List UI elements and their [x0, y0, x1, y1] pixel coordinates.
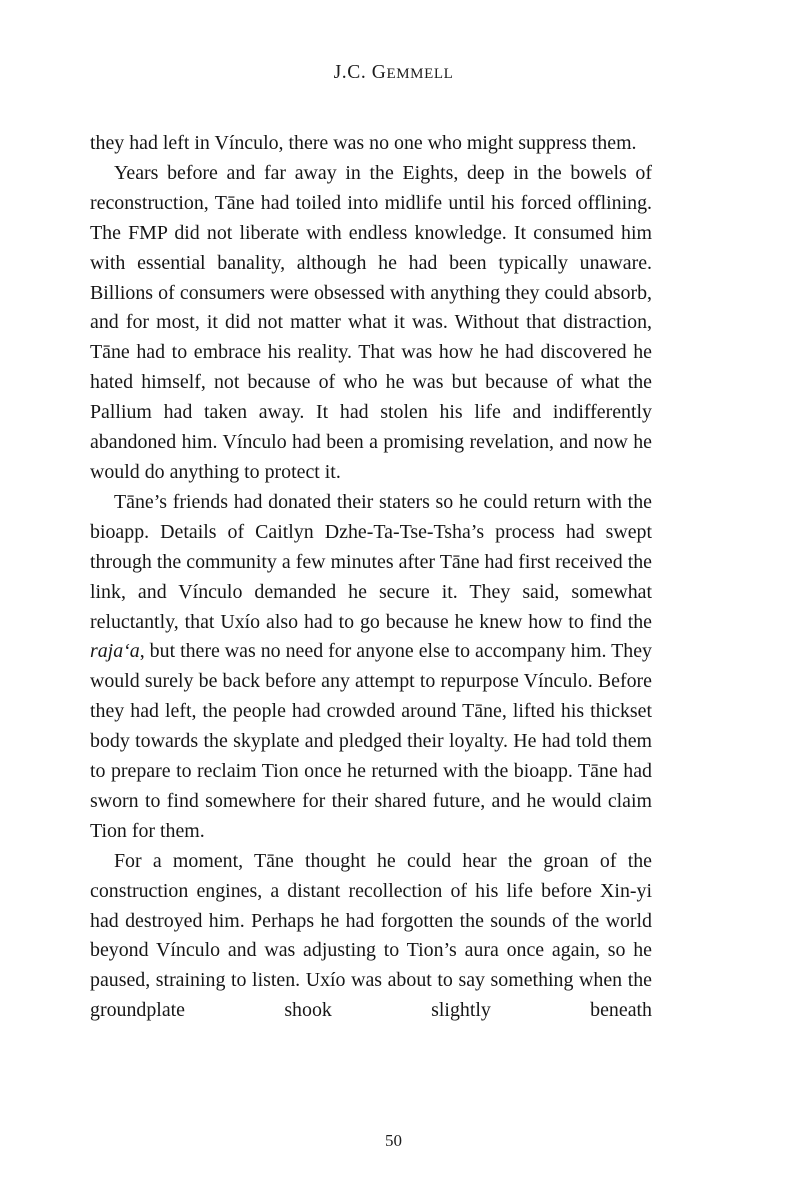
body-text: [90, 129, 652, 1026]
italic-term-rajaa: raja‘a: [90, 640, 140, 663]
paragraph-friends-text-b: , but there was no need for anyone else to accompany him. They would surely be back before any attempt to repurpose Vínculo. Before they had left, the people had crowded around Tāne, lifted his thickset body towards the skyplate and pledged their loyalty. He had told them to prepare to reclaim Tion once he returned with the bioapp. Tāne had sworn to find somewhere for their shared future, and he would claim Tion for them.: [90, 640, 652, 842]
paragraph-moment: For a moment, Tāne thought he could hear the groan of the construction engines, a distant recollection of his life before Xin-yi had destroyed him. Perhaps he had forgotten the sounds of the world beyond Vínculo and was adjusting to Tion’s aura once again, so he paused, straining to listen. Uxío was about to say something when the groundplate shook slightly beneath: [90, 849, 652, 1022]
paragraph-friends: [90, 488, 652, 847]
author-name-prefix: J.C. G: [333, 62, 387, 83]
page-number: 50: [385, 1131, 402, 1150]
paragraph-friends-text-a: Tāne’s friends had donated their staters so he could return with the bioapp. Details of Caitlyn Dzhe-Ta-Tse-Tsha’s process had swept through the community a few minutes after Tāne had first received the link, and Vínculo demanded he secure it. They said, somewhat reluctantly, that Uxío also had to go because he knew how to find the: [90, 490, 652, 633]
paragraph-eights: Years before and far away in the Eights, deep in the bowels of reconstruction, Tāne had toiled into midlife until his forced offlining. The FMP did not liberate with endless knowledge. It consumed him with essential banality, although he had been typically unaware. Billions of consumers were obsessed with anything they could absorb, and for most, it did not matter what it was. Without that distraction, Tāne had to embrace his reality. That was how he had discovered he hated himself, not because of who he was but because of what the Pallium had taken away. It had stolen his life and indifferently abandoned him. Vínculo had been a promising revelation, and now he would do anything to protect it.: [90, 161, 652, 483]
paragraph-continued: they had left in Vínculo, there was no one who might suppress them.: [90, 132, 637, 154]
running-head-author: [0, 62, 787, 84]
author-name-smallcaps: EMMELL: [386, 66, 454, 82]
